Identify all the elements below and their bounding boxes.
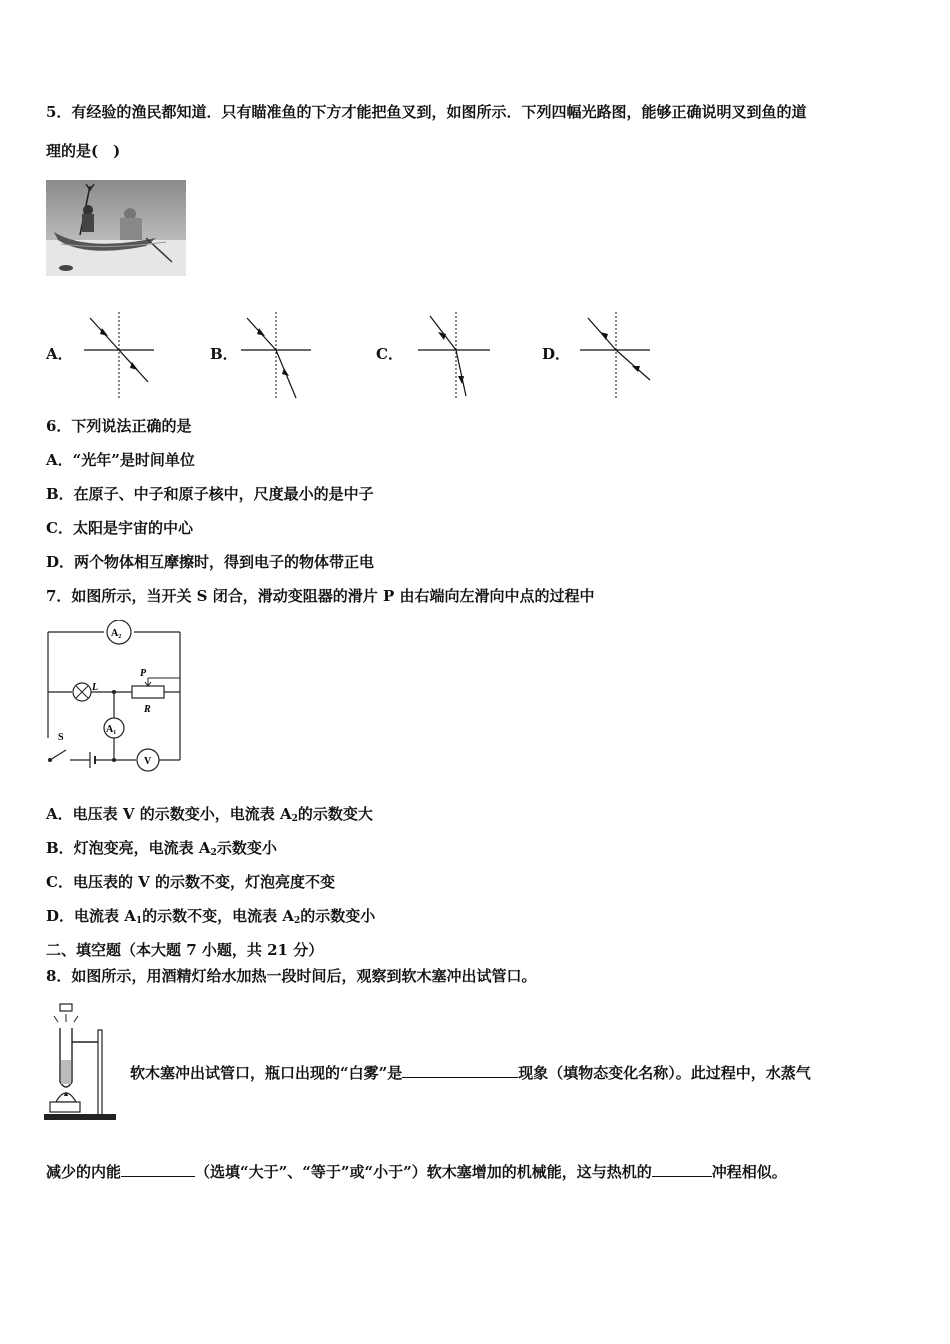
- cork-icon: [60, 1004, 72, 1011]
- a1-label: A₁: [106, 724, 117, 735]
- rheostat-label: R: [144, 704, 151, 715]
- q8-blank-1[interactable]: [402, 1062, 518, 1078]
- fisherman-illustration: [46, 180, 191, 276]
- q6-option-d[interactable]: D．两个物体相互摩擦时，得到电子的物体带正电: [46, 553, 375, 571]
- switch-label: S: [58, 732, 64, 743]
- section-2-title: 二、填空题（本大题 7 小题，共 21 分）: [46, 941, 324, 959]
- q6-stem: 6．下列说法正确的是: [46, 417, 192, 435]
- q6-option-a[interactable]: A．“光年”是时间单位: [46, 451, 195, 469]
- q8-apparatus-diagram: [44, 1000, 126, 1124]
- q8-line1: 软木塞冲出试管口，瓶口出现的“白雾”是 现象（填物态变化名称）。此过程中，水蒸气: [130, 1064, 811, 1082]
- q5-option-a-diagram[interactable]: [84, 312, 154, 402]
- q6-option-b[interactable]: B．在原子、中子和原子核中，尺度最小的是中子: [46, 485, 374, 503]
- q5-stem-line2: 理的是( ): [46, 142, 121, 160]
- q5-option-a-label[interactable]: A．: [46, 345, 73, 363]
- switch-icon: [50, 750, 66, 760]
- q7-option-b[interactable]: B．灯泡变亮，电流表 $A_2$示数变小: [46, 839, 277, 858]
- q7-stem: 7．如图所示，当开关 S 闭合，滑动变阻器的滑片 P 由右端向左滑向中点的过程中: [46, 587, 595, 605]
- q5-option-d-diagram[interactable]: [580, 312, 652, 402]
- q8-blank-2[interactable]: [121, 1161, 195, 1177]
- stand-icon: [98, 1030, 102, 1116]
- q5-option-b-label[interactable]: B．: [210, 345, 238, 363]
- q7-option-a[interactable]: A．电压表 V 的示数变小，电流表 $A_2$的示数变大: [46, 805, 373, 824]
- q8-line2: 减少的内能 （选填“大于”、“等于”或“小于”）软木塞增加的机械能，这与热机的 冲程相似。: [46, 1163, 787, 1181]
- q5-option-d-label[interactable]: D．: [542, 345, 571, 363]
- q7-option-c[interactable]: C．电压表的 V 的示数不变，灯泡亮度不变: [46, 873, 336, 891]
- q6-option-c[interactable]: C．太阳是宇宙的中心: [46, 519, 193, 537]
- lamp-label: L: [92, 682, 99, 693]
- q5-stem-line1: 5．有经验的渔民都知道．只有瞄准鱼的下方才能把鱼叉到，如图所示．下列四幅光路图，能够正确说明叉到鱼的道: [46, 103, 807, 121]
- q7-option-d[interactable]: D．电流表 $A_1$的示数不变，电流表 $A_2$的示数变小: [46, 907, 376, 926]
- q5-option-b-diagram[interactable]: [241, 312, 311, 402]
- slider-label: P: [140, 668, 147, 679]
- voltmeter-label: V: [144, 756, 152, 767]
- q5-option-c-diagram[interactable]: [418, 312, 490, 402]
- q8-blank-3[interactable]: [652, 1161, 712, 1177]
- rheostat-icon: [132, 686, 164, 698]
- q5-option-c-label[interactable]: C．: [376, 345, 403, 363]
- q8-stem: 8．如图所示，用酒精灯给水加热一段时间后，观察到软木塞冲出试管口。: [46, 967, 537, 985]
- q7-circuit-diagram: [44, 620, 186, 772]
- a2-label: A₂: [111, 628, 122, 639]
